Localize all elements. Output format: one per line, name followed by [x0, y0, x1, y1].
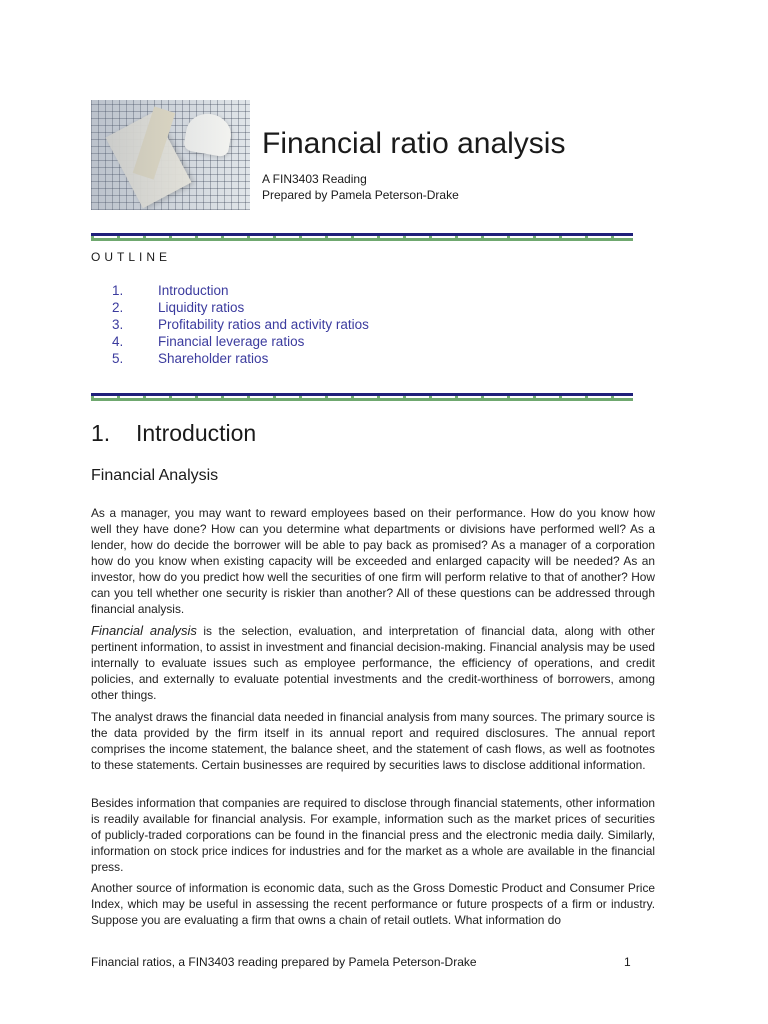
paragraph-5: Another source of information is economic data, such as the Gross Domestic Product and Consumer Price Index, which may be useful in assessing the recent performance or future prospects of a firm or industry. Suppose you are evaluating a firm that owns a chain of retail outlets. What information do	[91, 881, 655, 927]
document-author: Prepared by Pamela Peterson-Drake	[262, 188, 459, 202]
outline-item-link[interactable]: Profitability ratios and activity ratios	[158, 317, 369, 332]
outline-item-number: 1.	[112, 283, 124, 298]
paragraph-1: As a manager, you may want to reward employees based on their performance. How do you know how well they have done? How can you determine what departments or divisions have performed well? As a lender, how do decide the borrower will be able to pay back as promised? As a manager of a corporation how do you know when existing capacity will be exceeded and enlarged capacity will be needed? As an investor, how do you predict how well the securities of one firm will perform relative to that of another? How can you tell whether one security is riskier than another? All of these questions can be addressed through financial analysis.	[91, 506, 655, 616]
document-title: Financial ratio analysis	[262, 127, 566, 160]
divider-bottom	[91, 393, 633, 403]
page-number: 1	[624, 955, 631, 969]
term-financial-analysis: Financial analysis	[91, 623, 197, 638]
subsection-heading: Financial Analysis	[91, 467, 219, 484]
section-heading	[91, 420, 256, 447]
outline-item-link[interactable]: Shareholder ratios	[158, 351, 269, 366]
paragraph-3: The analyst draws the financial data needed in financial analysis from many sources. The primary source is the data provided by the firm itself in its annual report and required disclosures. The annual report comprises the income statement, the balance sheet, and the statement of cash flows, as well as footnotes to these statements. Certain businesses are required by securities laws to disclose additional information.	[91, 710, 655, 772]
divider-green-line	[91, 238, 633, 241]
paragraph-2-text: is the selection, evaluation, and interpretation of financial data, along with other pertinent information, to assist in investment and financial decision-making. Financial analysis may be used internally to evaluate issues such as employee performance, the efficiency of operations, and credit policies, and externally to evaluate potential investments and the credit-worthiness of borrowers, among other things.	[91, 624, 655, 702]
outline-label: OUTLINE	[91, 250, 172, 264]
outline-item-number: 2.	[112, 300, 124, 315]
image-overlay	[91, 100, 250, 210]
outline-item-link[interactable]: Liquidity ratios	[158, 300, 245, 315]
paragraph-4: Besides information that companies are required to disclose through financial statements, other information is readily available for financial analysis. For example, information such as the market prices of securities of publicly-traded corporations can be found in the financial press and the electronic media daily. Similarly, information on stock price indices for industries and for the market as a whole are available in the financial press.	[91, 796, 655, 874]
outline-item-number: 4.	[112, 334, 124, 349]
section-title: Introduction	[136, 420, 257, 446]
section-number: 1.	[91, 420, 111, 446]
page-footer: Financial ratios, a FIN3403 reading prepared by Pamela Peterson-Drake	[91, 955, 477, 969]
outline-item-number: 5.	[112, 351, 124, 366]
outline-item-link[interactable]: Introduction	[158, 283, 229, 298]
header-image	[91, 100, 250, 210]
divider-top	[91, 233, 633, 243]
outline-item-number: 3.	[112, 317, 124, 332]
document-subtitle: A FIN3403 Reading	[262, 172, 367, 186]
divider-green-line	[91, 398, 633, 401]
paragraph-2	[91, 623, 655, 703]
outline-item-link[interactable]: Financial leverage ratios	[158, 334, 305, 349]
